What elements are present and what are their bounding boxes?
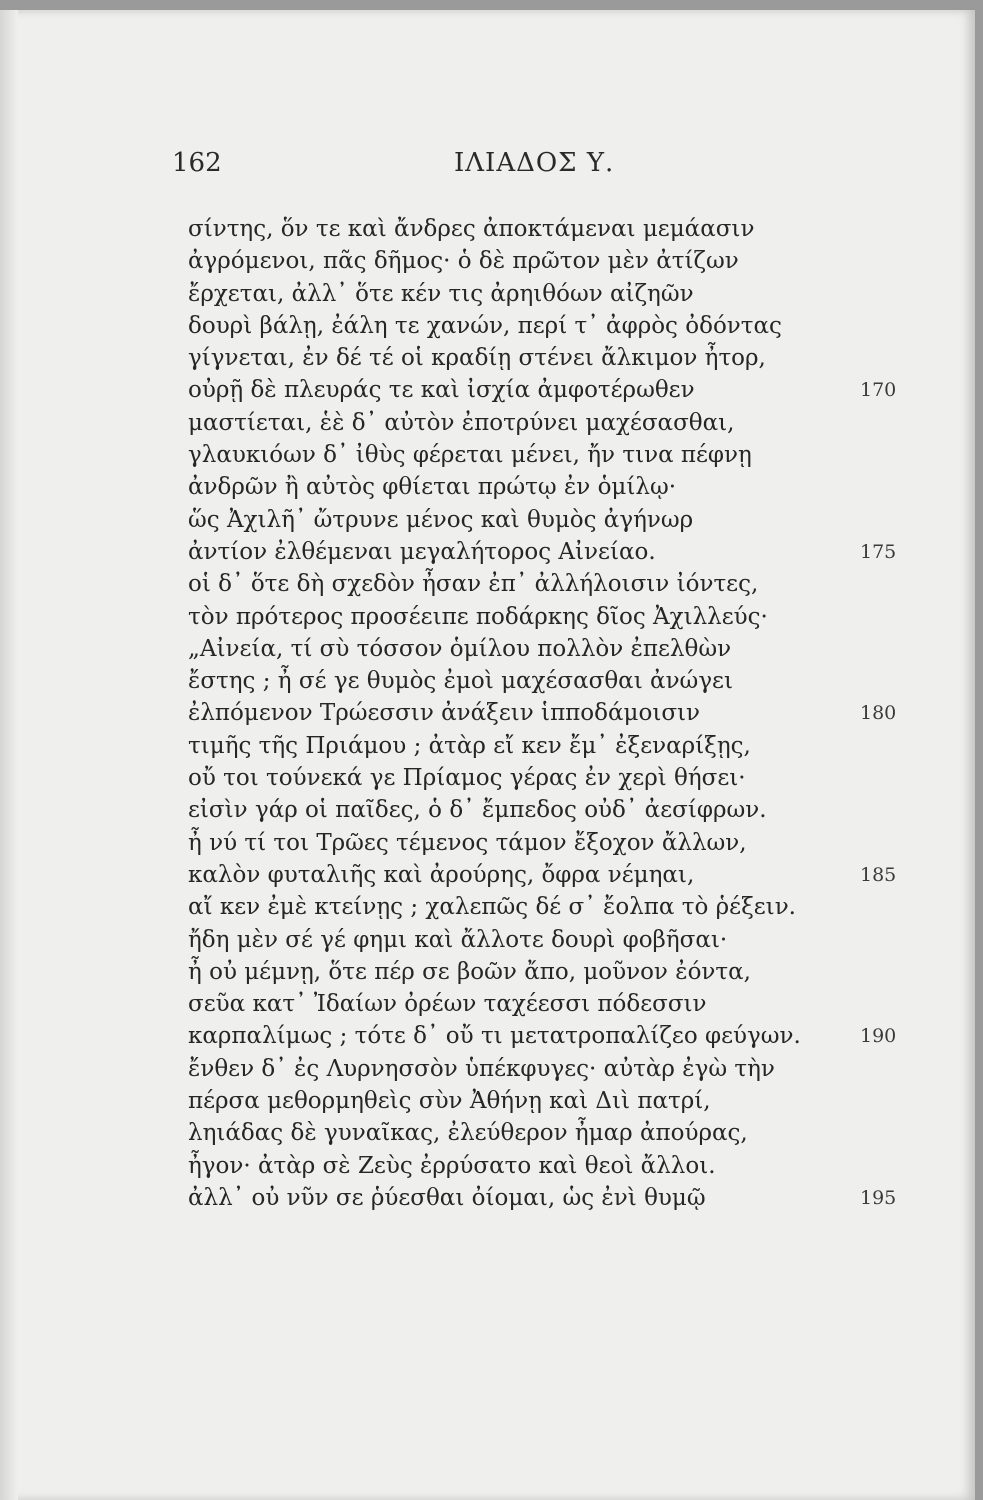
verse-line [188,697,908,729]
verse-line-text: εἰσὶν γάρ οἱ παῖδες, ὁ δ᾽ ἔμπεδος οὐδ᾽ ἀεσίφρων. [188,797,767,824]
verse-line-text: καλὸν φυταλιῆς καὶ ἀρούρης, ὄφρα νέμηαι, [188,861,695,888]
verse-line [188,859,908,891]
verse-line [188,245,908,277]
verse-line [188,374,908,406]
verse-line [188,342,908,374]
page-header [172,148,792,188]
verse-line [188,278,908,310]
verse-line-text: ἀντίον ἐλθέμεναι μεγαλήτορος Αἰνείαο. [188,538,656,565]
page-gutter [0,10,18,1500]
verse-line-text: ἔστης ; ἦ σέ γε θυμὸς ἐμοὶ μαχέσασθαι ἀνώγει [188,668,733,695]
verse-line-text: δουρὶ βάλῃ, ἐάλη τε χανών, περί τ᾽ ἀφρὸς ὀδόντας [188,312,782,339]
verse-line [188,762,908,794]
verse-line [188,536,908,568]
verse-line [188,794,908,826]
verse-line-text: ἦγον· ἀτὰρ σὲ Ζεὺς ἐρρύσατο καὶ θεοὶ ἄλλοι. [188,1152,716,1179]
line-number: 180 [860,702,897,725]
verse-line [188,213,908,245]
verse-line [188,568,908,600]
verse-line [188,1182,908,1214]
verse-line [188,310,908,342]
page-number: 162 [172,148,222,178]
verse-line [188,601,908,633]
verse-line [188,1053,908,1085]
verse-line-text: ἔρχεται, ἀλλ᾽ ὅτε κέν τις ἀρηιθόων αἰζηῶν [188,280,694,307]
book-page [0,10,975,1500]
verse-line [188,730,908,762]
verse-line-text: ἤδη μὲν σέ γέ φημι καὶ ἄλλοτε δουρὶ φοβῆσαι· [188,926,728,953]
verse-line-text: αἴ κεν ἐμὲ κτείνῃς ; χαλεπῶς δέ σ᾽ ἔολπα τὸ ῥέξειν. [188,894,796,921]
line-number: 190 [860,1025,897,1048]
verse-line-text: σεῦα κατ᾽ Ἰδαίων ὀρέων ταχέεσσι πόδεσσιν [188,991,707,1018]
verse-line-text: τὸν πρότερος προσέειπε ποδάρκης δῖος Ἀχιλλεύς· [188,603,768,630]
verse-line [188,988,908,1020]
running-head: ΙΛΙΑΔΟΣ Υ. [454,148,615,178]
line-number: 185 [860,863,897,886]
line-number: 170 [860,379,897,402]
verse-line-text: οἱ δ᾽ ὅτε δὴ σχεδὸν ἦσαν ἐπ᾽ ἀλλήλοισιν ἰόντες, [188,571,759,598]
line-number: 175 [860,540,897,563]
verse-line [188,827,908,859]
verse-line [188,1020,908,1052]
verse-line-text: καρπαλίμως ; τότε δ᾽ οὔ τι μετατροπαλίζεο φεύγων. [188,1023,801,1050]
verse-line-text: ἀλλ᾽ οὐ νῦν σε ῥύεσθαι ὀίομαι, ὡς ἐνὶ θυμῷ [188,1184,706,1211]
verse-line [188,407,908,439]
verse-line-text: σίντης, ὅν τε καὶ ἄνδρες ἀποκτάμεναι μεμάασιν [188,216,755,242]
verse-line [188,891,908,923]
verse-line-text: ληιάδας δὲ γυναῖκας, ἐλεύθερον ἦμαρ ἀπούρας, [188,1120,748,1147]
verse-line-text: μαστίεται, ἑὲ δ᾽ αὐτὸν ἐποτρύνει μαχέσασθαι, [188,409,735,436]
verse-line-text: ὥς Ἀχιλῆ᾽ ὤτρυνε μένος καὶ θυμὸς ἀγήνωρ [188,506,694,533]
verse-line [188,471,908,503]
verse-line-text: γλαυκιόων δ᾽ ἰθὺς φέρεται μένει, ἤν τινα πέφνῃ [188,442,752,469]
verse-line-text: ἦ οὐ μέμνῃ, ὅτε πέρ σε βοῶν ἄπο, μοῦνον ἐόντα, [188,958,751,985]
verse-line-text: γίγνεται, ἐν δέ τέ οἱ κραδίῃ στένει ἄλκιμον ἦτορ, [188,345,766,372]
verse-line-text: ἀνδρῶν ἢ αὐτὸς φθίεται πρώτῳ ἐν ὁμίλῳ· [188,474,677,501]
verse-line [188,924,908,956]
verse-line-text: οὐρῇ δὲ πλευράς τε καὶ ἰσχία ἀμφοτέρωθεν [188,377,695,404]
verse-line-text: οὔ τοι τούνεκά γε Πρίαμος γέρας ἐν χερὶ θήσει· [188,765,746,792]
verse-line [188,665,908,697]
line-number: 195 [860,1186,897,1209]
verse-line-text: ἀγρόμενοι, πᾶς δῆμος· ὁ δὲ πρῶτον μὲν ἀτίζων [188,248,739,275]
verse-line [188,1117,908,1149]
verse-line-text: ἐλπόμενον Τρώεσσιν ἀνάξειν ἱπποδάμοισιν [188,700,701,727]
verse-line-text: „Αἰνεία, τί σὺ τόσσον ὁμίλου πολλὸν ἐπελθὼν [188,635,732,662]
verse-text [188,213,908,1214]
verse-line [188,956,908,988]
verse-line-text: πέρσα μεθορμηθεὶς σὺν Ἀθήνῃ καὶ Διὶ πατρί, [188,1088,711,1115]
verse-line-text: ἦ νύ τί τοι Τρῶες τέμενος τάμον ἔξοχον ἄλλων, [188,829,747,856]
verse-line [188,633,908,665]
verse-line-text: τιμῆς τῆς Πριάμου ; ἀτὰρ εἴ κεν ἔμ᾽ ἐξεναρίξῃς, [188,732,751,759]
verse-line [188,504,908,536]
verse-line [188,1150,908,1182]
verse-line [188,439,908,471]
verse-line-text: ἔνθεν δ᾽ ἐς Λυρνησσὸν ὑπέκφυγες· αὐτὰρ ἐγὼ τὴν [188,1055,775,1082]
verse-line [188,1085,908,1117]
